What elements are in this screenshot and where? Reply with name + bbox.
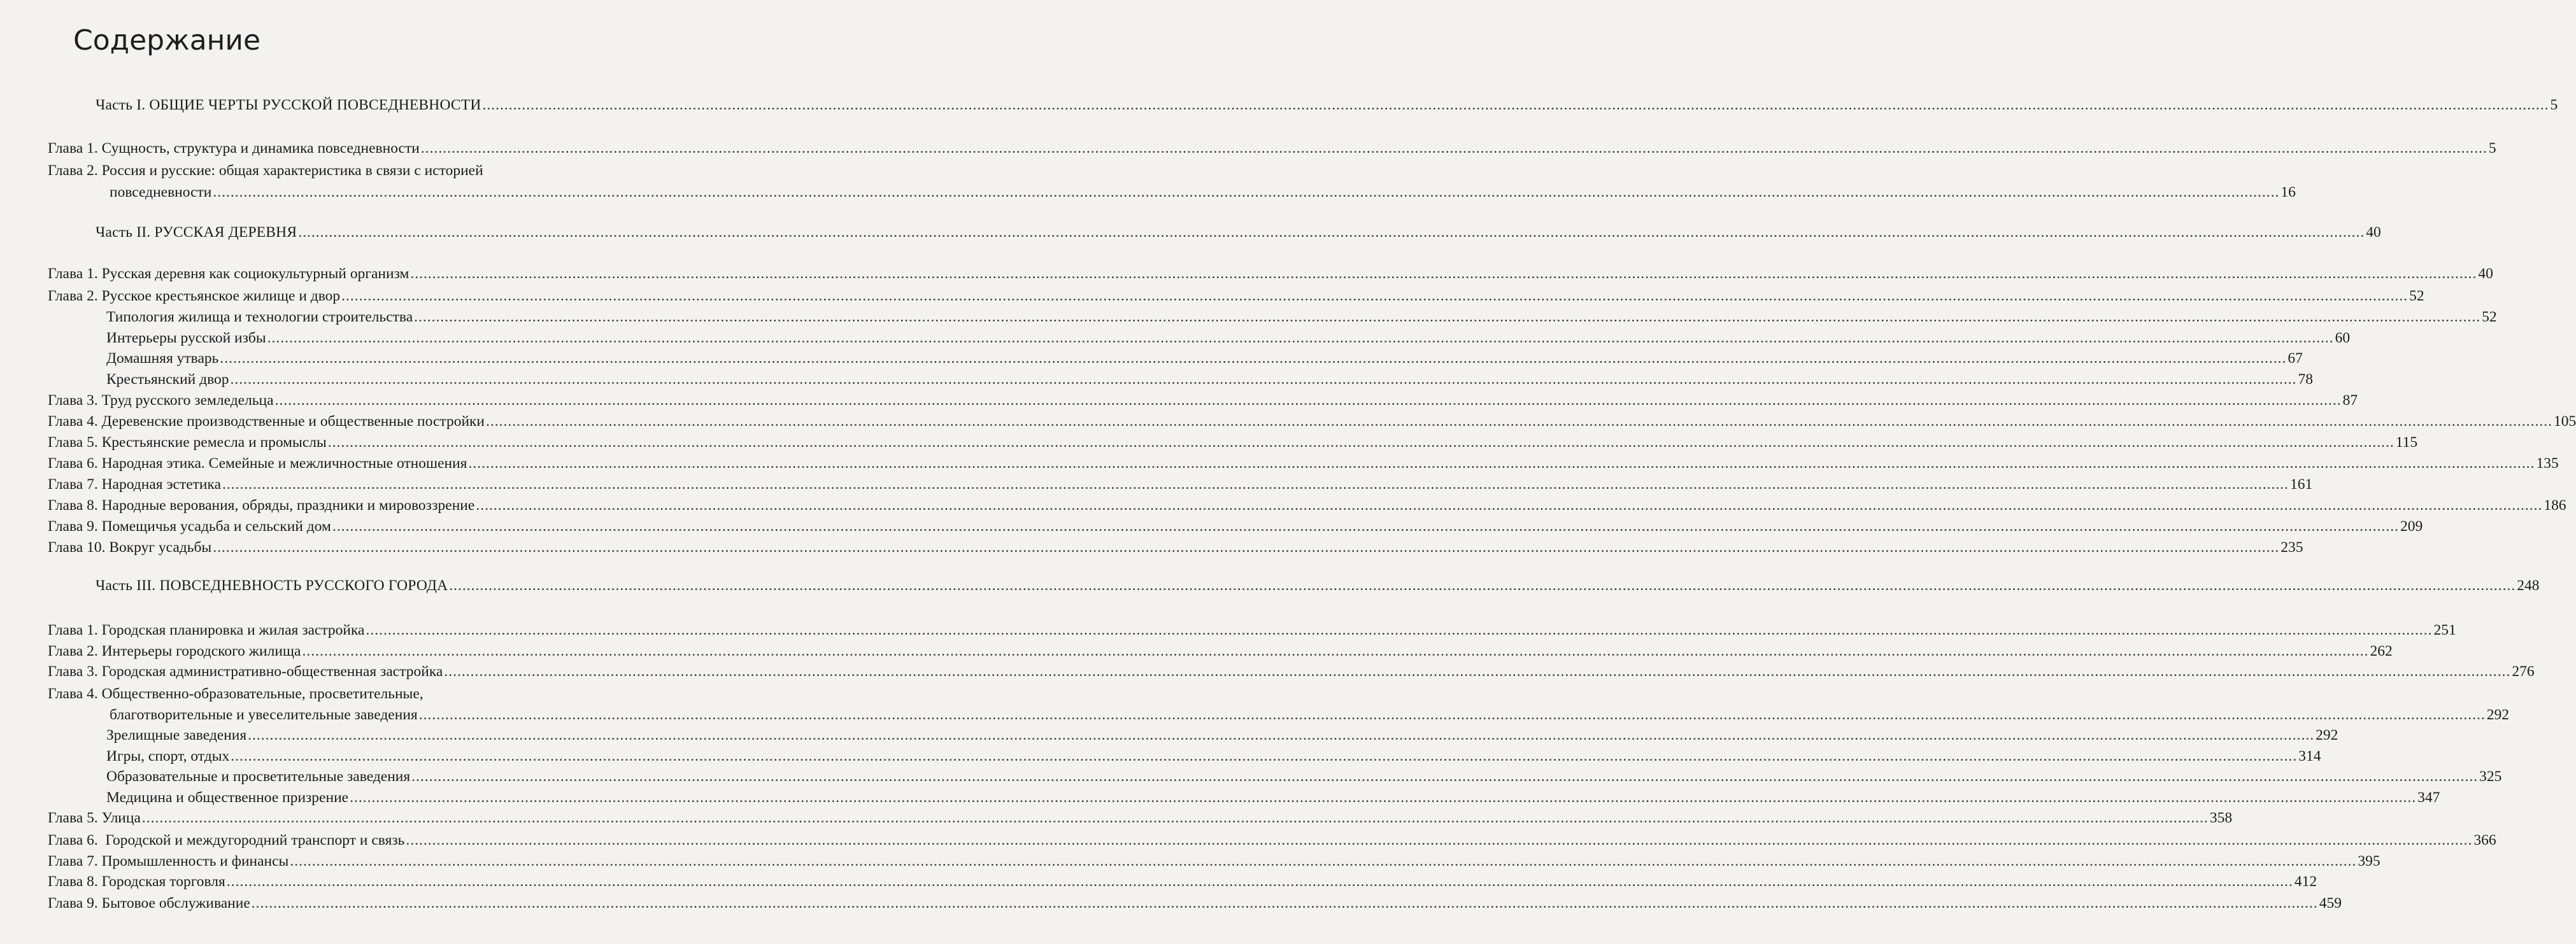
toc-entry-label <box>48 831 404 850</box>
toc-leader-dots <box>444 662 2510 681</box>
toc-entry-prefix: Глава 3. <box>48 392 102 409</box>
toc-entry[interactable] <box>96 576 2540 595</box>
toc-page-number: 135 <box>2536 455 2559 472</box>
toc-entry-prefix: Глава 3. <box>48 663 102 680</box>
toc-leader-dots <box>302 642 2368 661</box>
toc-page-number: 459 <box>2319 895 2342 912</box>
toc-entry[interactable] <box>106 747 2321 766</box>
toc-entry-continuation: повседневности <box>110 184 212 201</box>
toc-entry-text: Крестьянский двор <box>106 371 229 388</box>
toc-page-number: 5 <box>2550 97 2558 113</box>
toc-entry-label <box>48 852 288 871</box>
toc-entry[interactable] <box>106 307 2497 327</box>
toc-entry-prefix: Глава 2. <box>48 162 102 179</box>
toc-entry-text: Зрелищные заведения <box>106 727 247 743</box>
toc-entry[interactable] <box>106 328 2351 348</box>
toc-leader-dots <box>411 767 2478 786</box>
toc-leader-dots <box>366 621 2432 640</box>
toc-entry-label <box>48 391 274 410</box>
toc-entry[interactable] <box>48 894 2342 913</box>
toc-entry-prefix: Глава 2. <box>48 288 102 304</box>
toc-page-number: 314 <box>2298 748 2321 764</box>
toc-entry[interactable] <box>110 705 2509 724</box>
toc-entry-label <box>48 517 331 536</box>
toc-page-number: 262 <box>2370 643 2393 659</box>
toc-page-number: 67 <box>2288 350 2303 367</box>
toc-page-number: 395 <box>2358 853 2380 870</box>
toc-leader-dots <box>419 705 2486 724</box>
toc-entry-prefix: Глава 8. <box>48 873 102 890</box>
toc-entry-text: Помещичья усадьба и сельский дом <box>101 518 331 535</box>
toc-leader-dots <box>476 496 2542 515</box>
toc-entry-text: Медицина и общественное призрение <box>106 789 349 806</box>
toc-leader-dots <box>213 538 2279 557</box>
toc-page-number: 60 <box>2335 330 2351 346</box>
toc-entry-label <box>110 705 418 724</box>
toc-entry-label <box>96 576 448 595</box>
toc-entry-label <box>48 454 467 473</box>
toc-entry-label <box>106 747 229 766</box>
toc-entry-text: Вокруг усадьбы <box>109 539 212 556</box>
toc-entry-text: Россия и русские: общая характеристика в связи с историей <box>101 162 483 179</box>
toc-entry-text: Интерьеры русской избы <box>106 330 266 346</box>
toc-entry-label <box>48 538 211 557</box>
toc-entry-prefix: Глава 1. <box>48 622 102 638</box>
toc-entry-text: Русское крестьянское жилище и двор <box>101 288 341 304</box>
toc-entry-prefix: Глава 7. <box>48 853 102 870</box>
toc-entry-text: Городской и междугородний транспорт и связь <box>101 832 405 849</box>
toc-entry-prefix: Глава 4. <box>48 686 102 702</box>
toc-page-number: 292 <box>2486 707 2509 723</box>
toc-entry-text: Улица <box>101 810 141 826</box>
toc-entry-prefix: Глава 4. <box>48 413 102 430</box>
toc-entry-label <box>96 223 297 242</box>
toc-entry-prefix: Глава 5. <box>48 810 102 826</box>
toc-entry[interactable] <box>48 475 2313 494</box>
toc-leader-dots <box>267 328 2334 348</box>
toc-entry[interactable] <box>48 433 2418 452</box>
toc-leader-dots <box>298 223 2365 242</box>
toc-entry-text: Русская деревня как социокультурный организм <box>101 265 409 282</box>
toc-entry-text: Народная этика. Семейные и межличностные отношения <box>101 455 467 472</box>
toc-entry-prefix: Глава 1. <box>48 140 102 157</box>
toc-page-number: 105 <box>2554 413 2576 430</box>
toc-entry-label <box>106 349 218 368</box>
toc-entry-text: РУССКАЯ ДЕРЕВНЯ <box>154 224 297 241</box>
toc-entry-label <box>106 767 410 786</box>
toc-leader-dots <box>483 95 2549 115</box>
toc-page-number: 186 <box>2544 497 2566 514</box>
toc-page-number: 5 <box>2488 140 2496 157</box>
toc-entry-text: Народные верования, обряды, праздники и мировоззрение <box>101 497 475 514</box>
toc-entry[interactable] <box>106 767 2502 786</box>
toc-entry-prefix: Часть I. <box>96 97 150 113</box>
toc-entry[interactable] <box>48 662 2535 681</box>
toc-page-number: 40 <box>2478 265 2493 282</box>
toc-leader-dots <box>275 391 2342 410</box>
toc-entry[interactable] <box>48 831 2496 850</box>
toc-leader-dots <box>231 747 2297 766</box>
toc-entry-text: Деревенские производственные и общественные постройки <box>101 413 485 430</box>
toc-entry-text: Городская административно-общественная застройка <box>101 663 443 680</box>
toc-entry[interactable] <box>106 788 2440 807</box>
toc-entry-prefix: Глава 1. <box>48 265 102 282</box>
toc-entry-label <box>106 370 229 389</box>
toc-entry-text: Домашняя утварь <box>106 350 219 367</box>
toc-entry-label <box>48 139 420 158</box>
toc-entry-text: Бытовое обслуживание <box>101 895 250 912</box>
toc-entry[interactable] <box>106 370 2314 389</box>
toc-page-number: 235 <box>2281 539 2303 556</box>
toc-entry-text: Игры, спорт, отдых <box>106 748 230 764</box>
toc-entry-label <box>48 286 340 306</box>
toc-leader-dots <box>142 808 2209 828</box>
toc-entry-label <box>48 496 474 515</box>
toc-page-number: 78 <box>2298 371 2314 388</box>
toc-entry[interactable] <box>48 412 2576 431</box>
toc-entry[interactable] <box>48 621 2456 640</box>
toc-entry-prefix: Часть II. <box>96 224 155 241</box>
page-title: Содержание <box>73 24 261 57</box>
toc-page-number: 347 <box>2417 789 2440 806</box>
toc-page-number: 52 <box>2482 309 2497 325</box>
toc-entry[interactable] <box>48 808 2233 828</box>
toc-entry-label <box>48 621 364 640</box>
toc-entry-text: Сущность, структура и динамика повседневности <box>101 140 420 157</box>
toc-entry-text: Народная эстетика <box>101 476 222 493</box>
toc-leader-dots <box>350 788 2416 807</box>
toc-entry-text: Городская торговля <box>101 873 225 890</box>
toc-entry-continuation: благотворительные и увеселительные заведения <box>110 707 418 723</box>
toc-entry-label <box>106 328 266 348</box>
toc-leader-dots <box>220 349 2286 368</box>
toc-entry-text: Образовательные и просветительные заведения <box>106 768 411 785</box>
toc-leader-dots <box>406 831 2472 850</box>
toc-entry[interactable] <box>106 349 2303 368</box>
toc-entry-label <box>106 788 348 807</box>
toc-page-number: 366 <box>2473 832 2496 849</box>
toc-page-number: 209 <box>2400 518 2423 535</box>
toc-entry-text: Городская планировка и жилая застройка <box>101 622 365 638</box>
toc-entry[interactable] <box>48 264 2493 283</box>
toc-entry[interactable] <box>48 517 2423 536</box>
toc-page-number: 161 <box>2290 476 2313 493</box>
toc-entry[interactable] <box>48 139 2496 158</box>
toc-entry-prefix: Глава 9. <box>48 518 102 535</box>
toc-leader-dots <box>449 576 2516 595</box>
toc-entry[interactable] <box>48 852 2380 871</box>
toc-leader-dots <box>468 454 2535 473</box>
toc-entry-text: ОБЩИЕ ЧЕРТЫ РУССКОЙ ПОВСЕДНЕВНОСТИ <box>149 97 481 113</box>
toc-entry-prefix: Глава 2. <box>48 643 102 659</box>
toc-entry-label <box>48 475 221 494</box>
toc-leader-dots <box>248 726 2314 745</box>
toc-entry-label <box>96 95 481 115</box>
toc-entry-text: ПОВСЕДНЕВНОСТЬ РУССКОГО ГОРОДА <box>159 577 448 594</box>
toc-leader-dots <box>341 286 2408 306</box>
toc-leader-dots <box>486 412 2552 431</box>
toc-entry-text: Типология жилища и технологии строительства <box>106 309 413 325</box>
toc-page-number: 40 <box>2366 224 2381 241</box>
toc-entry-prefix: Глава 6. <box>48 455 102 472</box>
toc-leader-dots <box>410 264 2477 283</box>
toc-entry-label <box>106 726 246 745</box>
toc-page-number: 251 <box>2433 622 2456 638</box>
toc-leader-dots <box>222 475 2289 494</box>
toc-entry[interactable] <box>96 223 2381 242</box>
toc-entry-label <box>48 662 443 681</box>
toc-page-number: 412 <box>2294 873 2317 890</box>
toc-entry-label <box>48 808 141 828</box>
toc-entry[interactable] <box>110 183 2296 202</box>
toc-entry[interactable] <box>48 286 2424 306</box>
toc-entry[interactable] <box>48 496 2566 515</box>
toc-entry-prefix: Глава 10. <box>48 539 110 556</box>
toc-page-number: 292 <box>2316 727 2338 743</box>
toc-leader-dots <box>252 894 2318 913</box>
toc-entry[interactable] <box>48 538 2303 557</box>
toc-entry-label <box>48 872 225 891</box>
toc-entry-text: Интерьеры городского жилища <box>101 643 301 659</box>
toc-leader-dots <box>421 139 2487 158</box>
toc-entry-label <box>48 412 485 431</box>
toc-entry[interactable] <box>48 391 2358 410</box>
toc-entry-label <box>106 307 413 327</box>
toc-entry-prefix: Глава 7. <box>48 476 102 493</box>
toc-entry-prefix: Часть III. <box>96 577 160 594</box>
toc-entry-text: Крестьянские ремесла и промыслы <box>101 434 327 451</box>
toc-entry[interactable] <box>48 642 2393 661</box>
toc-entry-prefix: Глава 5. <box>48 434 102 451</box>
toc-leader-dots <box>213 183 2279 202</box>
toc-page-number: 16 <box>2281 184 2296 201</box>
toc-entry-label <box>48 642 301 661</box>
toc-page-number: 52 <box>2409 288 2424 304</box>
toc-leader-dots <box>231 370 2297 389</box>
toc-entry-text: Общественно-образовательные, просветительные, <box>101 686 423 702</box>
toc-leader-dots <box>328 433 2395 452</box>
toc-entry-text: Труд русского земледельца <box>101 392 274 409</box>
toc-entry-text: Промышленность и финансы <box>101 853 289 870</box>
toc-entry-label <box>48 264 409 283</box>
toc-entry[interactable] <box>106 726 2338 745</box>
toc-entry-line <box>48 684 423 703</box>
toc-entry-prefix: Глава 9. <box>48 895 102 912</box>
toc-page-number: 276 <box>2512 663 2535 680</box>
toc-leader-dots <box>414 307 2480 327</box>
toc-leader-dots <box>332 517 2399 536</box>
toc-page-number: 325 <box>2479 768 2502 785</box>
toc-leader-dots <box>227 872 2293 891</box>
toc-entry-label <box>48 433 327 452</box>
toc-entry[interactable] <box>96 95 2558 115</box>
toc-entry-line <box>48 161 483 180</box>
toc-entry[interactable] <box>48 454 2559 473</box>
toc-entry[interactable] <box>48 872 2317 891</box>
toc-entry-label <box>48 894 250 913</box>
toc-page-number: 248 <box>2517 577 2540 594</box>
toc-page-number: 115 <box>2395 434 2418 451</box>
toc-entry-prefix: Глава 6. <box>48 832 102 849</box>
toc-entry-prefix: Глава 8. <box>48 497 102 514</box>
toc-leader-dots <box>290 852 2356 871</box>
toc-page-number: 87 <box>2342 392 2358 409</box>
toc-entry-label <box>110 183 211 202</box>
toc-page-number: 358 <box>2209 810 2233 826</box>
